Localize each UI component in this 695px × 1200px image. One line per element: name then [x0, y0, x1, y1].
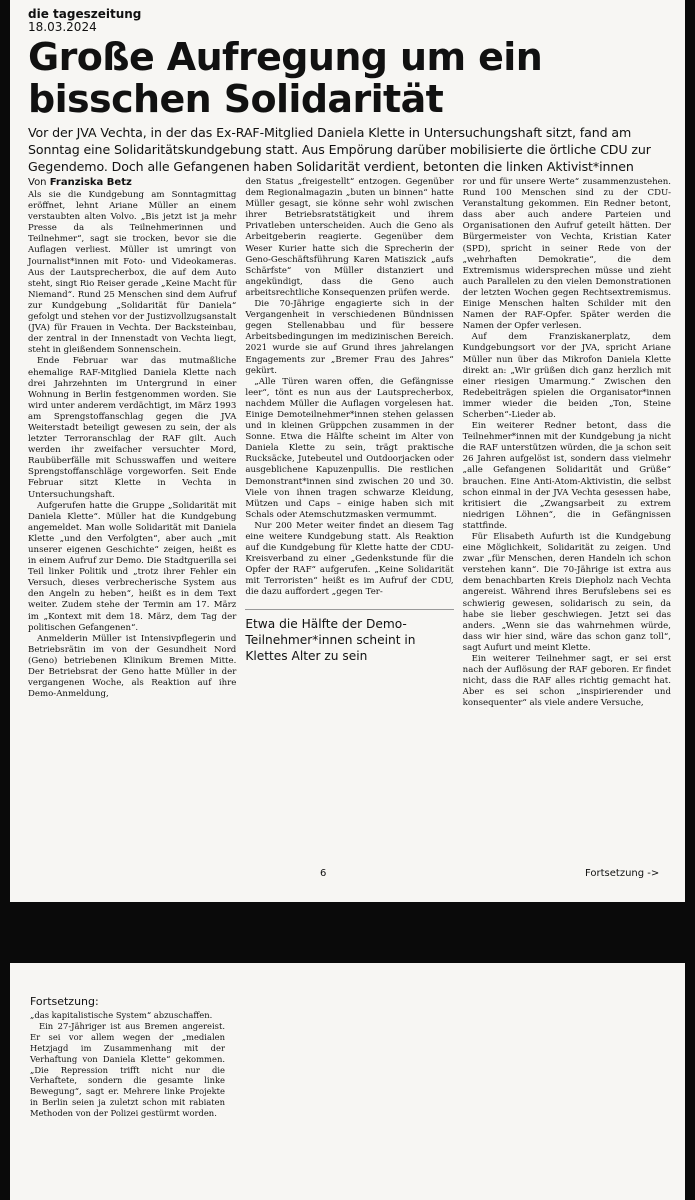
headline: Große Aufregung um ein bisschen Solidarität: [28, 35, 543, 121]
continuation-heading: Fortsetzung:: [30, 995, 99, 1008]
paragraph: Ein weiterer Redner betont, dass die Teilnehmer*innen mit der Kundgebung ja nicht die RAF unterstützen würden, die ja schon seit 26 Jahren aufgelöst ist, sondern dass vielmehr „alle Gefangenen Solidarität und Grüße“ brauchen. Eine Anti-Atom-Aktivistin, die selbst schon einmal in der JVA Vechta gesessen habe, kritisiert die „Zwangsarbeit zu extrem niedrigen Löhnen“, die in Gefängnissen stattfinde.: [462, 421, 671, 531]
paragraph: „Alle Türen waren offen, die Gefängnisse leer“, tönt es nun aus der Lautsprecherbox, nachdem Müller die Auflagen vorgelesen hat. Einige Demoteilnehmer*innen stehen gelassen und in kleinen Grüppchen zusammen in der Sonne. Etwa die Hälfte scheint im Alter von Daniela Klette zu sein, trägt praktische Rucksäcke, Jutebeutel und Outdoorjacken oder ausgeblichene Kapuzenpullis. Die restlichen Demonstrant*innen sind zwischen 20 und 30. Viele von ihnen tragen schwarze Kleidung, Mützen und Caps – einige haben sich mit Schals oder Atemschutzmasken vermummt.: [245, 376, 454, 520]
column-3: [463, 177, 671, 710]
continued-label: Fortsetzung ->: [585, 868, 660, 879]
column-2: [245, 177, 453, 710]
author-name: Franziska Betz: [49, 177, 132, 188]
paragraph: Ende Februar war das mutmaßliche ehemalige RAF-Mitglied Daniela Klette nach drei Jahrzehnten im Untergrund in einer Wohnung in Berlin festgenommen worden. Sie wird unter anderem verdächtigt, im März 1993 am Sprengstoffanschlag gegen die JVA Weiterstadt beteiligt gewesen zu sein, der als letzter Terroranschlag der RAF gilt. Auch werden ihr zweifacher versuchter Mord, Raubüberfälle mit Schusswaffen und weitere Sprengstoffanschläge vorgeworfen. Seit Ende Februar sitzt Klette in Vechta in Untersuchungshaft.: [28, 356, 237, 500]
paragraph: Auf dem Franziskanerplatz, dem Kundgebungsort vor der JVA, spricht Ariane Müller nun über das Mikrofon Daniela Klette direkt an: „Wir grüßen dich ganz herzlich mit einer riesigen Umarmung.“ Zwischen den Redebeiträgen spielen die Organisator*innen immer wieder die beiden „Ton, Steine Scherben“-Lieder ab.: [462, 332, 671, 420]
paragraph: ror und für unsere Werte“ zusammenzustehen. Rund 100 Menschen sind zu der CDU-Veranstaltung gekommen. Ein Redner betont, dass aber auch andere Parteien und Organisationen den Aufruf geteilt hätten. Der Bürgermeister von Vechta, Kristian Kater (SPD), spricht in seiner Rede von der „wehrhaften Demokratie“, die dem Extremismus widersprechen müsse und zieht auch Parallelen zu den vielen Demonstrationen der letzten Wochen gegen Rechtsextremismus. Einige Menschen halten Schilder mit den Namen der RAF-Opfer. Später werden die Namen der Opfer verlesen.: [462, 177, 671, 332]
continuation-page: [10, 963, 685, 1200]
paragraph: den Status „freigestellt“ entzogen. Gegenüber dem Regionalmagazin „buten un binnen“ hatte Müller gesagt, sie könne sehr wohl zwischen ihrer Betriebsratstätigkeit und ihrem Privatleben unterscheiden. Auch die Geno als Arbeitgeberin reagierte. Gegenüber dem Weser Kurier hatte sich die Sprecherin der Geno-Geschäftsführung Karen Matiszick „aufs Schärfste“ von Müller distanziert und angekündigt, dass die Geno auch arbeitsrechtliche Konsequenzen prüfen werde.: [245, 177, 454, 298]
publication-date: 18.03.2024: [28, 20, 97, 34]
pull-quote: Etwa die Hälfte der Demo-Teilnehmer*innen scheint in Klettes Alter zu sein: [245, 609, 453, 664]
author-prefix: Von: [28, 177, 47, 188]
paragraph: Ein weiterer Teilnehmer sagt, er sei erst nach der Auflösung der RAF geboren. Er findet nicht, dass die RAF alles richtig gemacht hat. Aber es sei schon „inspirierender und konsequenter“ als viele andere Versuche,: [462, 654, 671, 709]
paragraph: Ein 27-Jähriger ist aus Bremen angereist. Er sei vor allem wegen der „medialen Hetzjagd im Zusammenhang mit der Verhaftung von Daniela Klette“ gekommen. „Die Repression trifft nicht nur die Verhaftete, sondern die gesamte linke Bewegung“, sagt er. Mehrere linke Projekte in Berlin seien ja zuletzt schon mit rabiaten Methoden von der Polizei gestürmt worden.: [30, 1020, 225, 1119]
paragraph: Nur 200 Meter weiter findet an diesem Tag eine weitere Kundgebung statt. Als Reaktion auf die Kundgebung für Klette hatte der CDU-Kreisverband zu einer „Gedenkstunde für die Opfer der RAF“ aufgerufen. „Keine Solidarität mit Terroristen“ heißt es im Aufruf der CDU, die dazu auffordert „gegen Ter-: [245, 520, 454, 598]
page-number: 6: [320, 868, 327, 879]
paragraph: Als sie die Kundgebung am Sonntagmittag eröffnet, lehnt Ariane Müller an einem verstaubten alten Volvo. „Bis jetzt ist ja mehr Presse da als Teilnehmerinnen und Teilnehmer“, sagt sie trocken, bevor sie die Auflagen verliest. Müller ist umringt von Journalist*innen mit Foto- und Videokameras. Aus der Lautsprecherbox, die auf dem Auto steht, singt Rio Reiser gerade „Keine Macht für Niemand“. Rund 25 Menschen sind dem Aufruf zur Kundgebung „Solidarität für Daniela“ gefolgt und stehen vor der Justizvollzugsanstalt (JVA) für Frauen in Vechta. Der Backsteinbau, der zentral in der Innenstadt von Vechta liegt, steht in gleißendem Sonnenschein.: [28, 190, 237, 356]
continuation-column: [30, 1010, 225, 1119]
column-1: [28, 177, 236, 710]
newspaper-name: die tageszeitung: [28, 7, 142, 21]
paragraph: Anmelderin Müller ist Intensivpflegerin und Betriebsrätin im von der Gesundheit Nord (Geno) betriebenen Klinikum Bremen Mitte. Der Betriebsrat der Geno hatte Müller in der vergangenen Woche, als Reaktion auf ihre Demo-Anmeldung,: [28, 633, 237, 700]
lead-paragraph: Vor der JVA Vechta, in der das Ex-RAF-Mitglied Daniela Klette in Untersuchungshaft sitzt, fand am Sonntag eine Solidaritätskundgebung statt. Aus Empörung darüber mobilisierte die örtliche CDU zur Gegendemo. Doch alle Gefangenen haben Solidarität verdient, betonten die linken Aktivist*innen: [28, 125, 651, 174]
newspaper-page: [10, 0, 685, 902]
author-line: [28, 177, 236, 189]
paragraph: Aufgerufen hatte die Gruppe „Solidarität mit Daniela Klette“. Müller hat die Kundgebung angemeldet. Man wolle Solidarität mit Daniela Klette „und den Verfolgten“, aber auch „mit unserer eigenen Geschichte“ zeigen, heißt es in einem Aufruf zur Demo. Die Stadtguerilla sei Teil linker Politik und „trotz ihrer Fehler ein Versuch, dieses verbrecherische System aus den Angeln zu heben“, heißt es in dem Text weiter. Zudem stehe der Termin am 17. März im „Kontext mit dem 18. März, dem Tag der politischen Gefangenen“.: [28, 500, 237, 633]
article-columns: [28, 177, 671, 710]
paragraph: „das kapitalistische System“ abzuschaffen.: [30, 1010, 213, 1020]
paragraph: Die 70-Jährige engagierte sich in der Vergangenheit in verschiedenen Bündnissen gegen Stellenabbau und für bessere Arbeitsbedingungen im medizinischen Bereich. 2021 wurde sie auf Grund ihres jahrelangen Engagements zur „Bremer Frau des Jahres“ gekürt.: [245, 299, 454, 376]
dateline: [28, 8, 671, 34]
paragraph: Für Elisabeth Aufurth ist die Kundgebung eine Möglichkeit, Solidarität zu zeigen. Und zwar „für Menschen, deren Handeln ich schon verstehen kann“. Die 70-Jährige ist extra aus dem benachbarten Kreis Diepholz nach Vechta angereist. Während ihres Berufslebens sei es schwierig gewesen, solidarisch zu sein, da habe sie lieber geschwiegen. Jetzt sei das anders. „Wenn sie das wahrnehmen würde, dass wir hier sind, wäre das schon ganz toll“, sagt Aufurt und meint Klette.: [462, 532, 671, 653]
page-footer: [10, 868, 685, 884]
